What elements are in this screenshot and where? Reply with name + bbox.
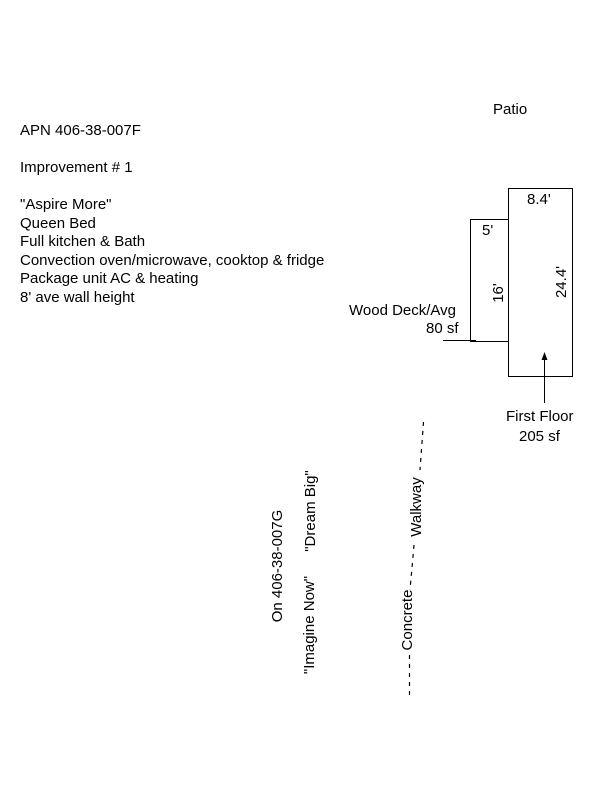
parcel-label: On 406-38-007G: [269, 509, 286, 623]
deck-length-dimension: 16': [490, 283, 507, 303]
imagine-now-label: "Imagine Now": [301, 575, 318, 675]
concrete-label: Concrete: [399, 589, 416, 651]
note-line: "Aspire More": [20, 196, 112, 213]
deck-label-line-1: Wood Deck/Avg: [349, 302, 456, 319]
walkway-dashed-line-top: [420, 422, 424, 470]
note-line: 8' ave wall height: [20, 288, 135, 306]
note-line: Package unit AC & heating: [20, 270, 199, 287]
improvement-label: Improvement # 1: [20, 159, 133, 176]
dream-big-label: "Dream Big": [302, 470, 319, 552]
walkway-label: Walkway: [408, 477, 425, 537]
first-floor-arrow-head: [542, 352, 548, 360]
note-line: Queen Bed: [20, 214, 96, 232]
patio-label: Patio: [493, 101, 528, 118]
first-floor-label-line-1: First Floor: [506, 408, 574, 425]
deck-width-dimension: 5': [482, 222, 494, 239]
note-line: Full kitchen & Bath: [20, 233, 146, 250]
deck-label-line-2: 80 sf: [426, 320, 459, 337]
note-line: Convection oven/microwave, cooktop & fridge: [20, 251, 325, 269]
main-length-dimension: 24.4': [553, 265, 570, 299]
notes-block: [20, 122, 324, 307]
apn-label: APN 406-38-007F: [20, 122, 141, 139]
first-floor-label-line-2: 205 sf: [519, 428, 560, 445]
main-width-dimension: 8.4': [527, 191, 551, 208]
